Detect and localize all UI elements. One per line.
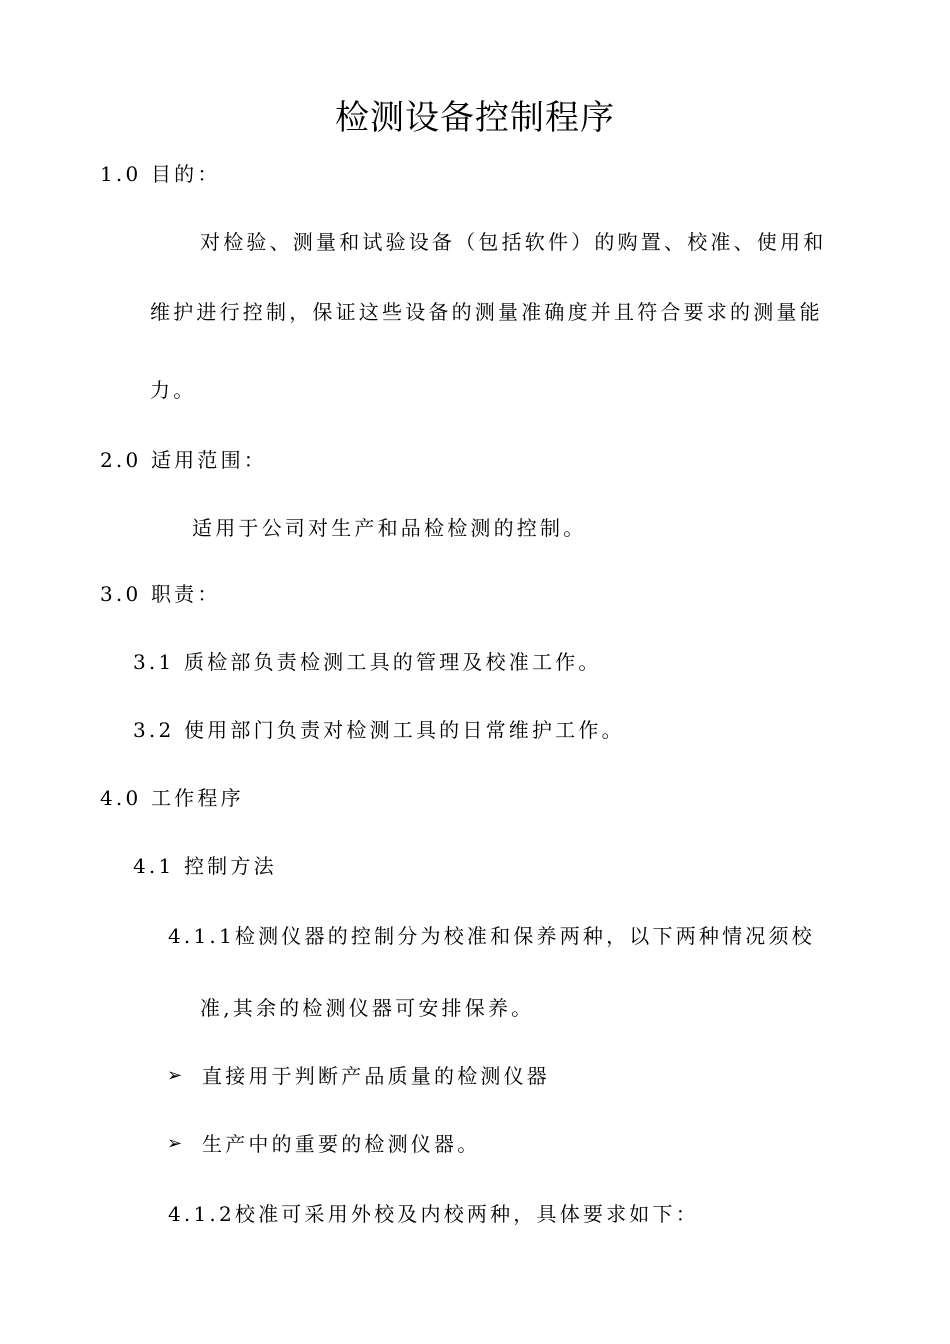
section-2-heading: 2.0 适用范围： <box>100 448 267 472</box>
section-1-body-line-2: 维护进行控制，保证这些设备的测量准确度并且符合要求的测量能 <box>150 300 823 324</box>
bullet-arrow-icon: ➢ <box>167 1133 183 1154</box>
section-3-heading: 3.0 职责： <box>100 582 221 606</box>
section-4-heading: 4.0 工作程序 <box>100 786 244 810</box>
document-title: 检测设备控制程序 <box>335 98 615 138</box>
section-1-heading: 1.0 目的： <box>100 162 221 186</box>
section-2-body: 适用于公司对生产和品检检测的控制。 <box>192 516 587 540</box>
section-3-2: 3.2 使用部门负责对检测工具的日常维护工作。 <box>133 718 625 742</box>
section-4-1-2: 4.1.2校准可采用外校及内校两种，具体要求如下： <box>168 1202 699 1226</box>
section-4-1: 4.1 控制方法 <box>133 854 277 878</box>
section-4-1-1-line-2: 准,其余的检测仪器可安排保养。 <box>200 996 535 1020</box>
bullet-arrow-icon: ➢ <box>167 1065 183 1086</box>
section-1-body-line-1: 对检验、测量和试验设备（包括软件）的购置、校准、使用和 <box>200 230 827 254</box>
bullet-item-1: 直接用于判断产品质量的检测仪器 <box>202 1064 550 1088</box>
section-3-1: 3.1 质检部负责检测工具的管理及校准工作。 <box>133 650 602 674</box>
section-4-1-1-line-1: 4.1.1检测仪器的控制分为校准和保养两种，以下两种情况须校 <box>168 924 815 948</box>
bullet-item-2: 生产中的重要的检测仪器。 <box>202 1132 481 1156</box>
section-1-body-line-3: 力。 <box>150 378 197 402</box>
